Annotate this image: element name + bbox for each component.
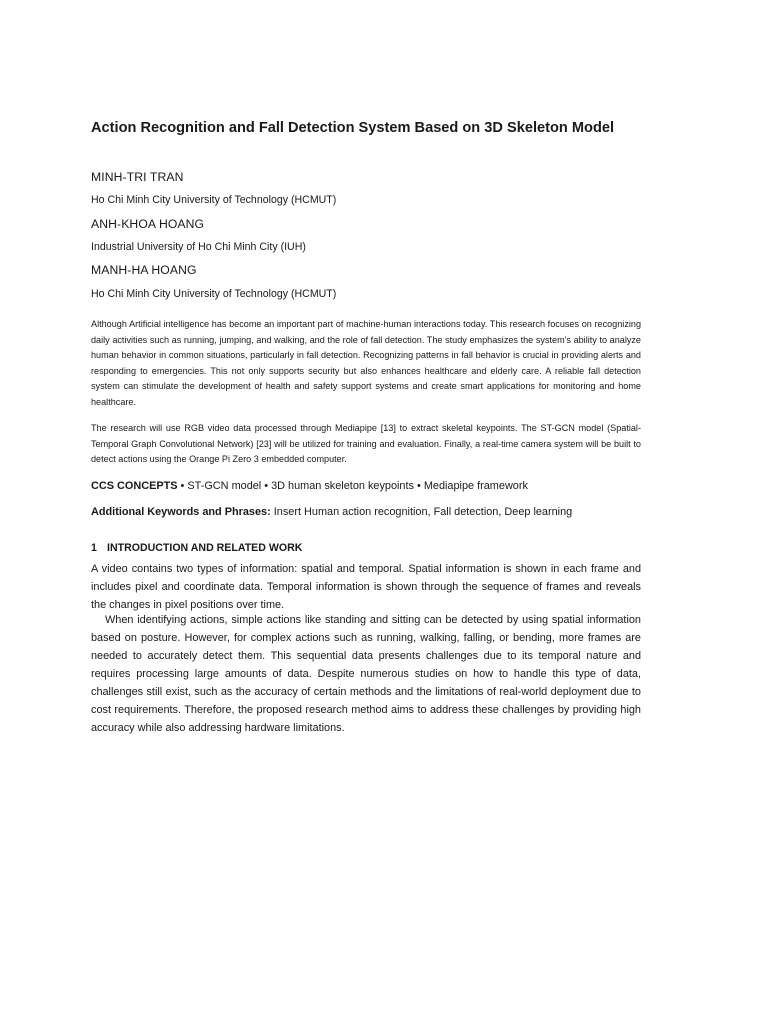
author-affiliation-1: Ho Chi Minh City University of Technology (HCMUT)	[91, 194, 337, 206]
author-affiliation-2: Industrial University of Ho Chi Minh City (IUH)	[91, 241, 306, 253]
author-name-3: MANH-HA HOANG	[91, 263, 197, 277]
abstract-paragraph-1: Although Artificial intelligence has become an important part of machine-human interactions today. This research focuses on recognizing daily activities such as running, jumping, and walking, and the role of fall detection. The study emphasizes the system's ability to analyze human behavior in common situations, particularly in fall detection. Recognizing patterns in fall behavior is crucial in providing alerts and responding to emergencies. This not only supports security but also enhances healthcare and elderly care. A reliable fall detection system can stimulate the development of health and safety support systems and create smart applications for monitoring and home healthcare.	[91, 319, 641, 407]
section-paragraph-2: When identifying actions, simple actions like standing and sitting can be detected by using spatial information based on posture. However, for complex actions such as running, walking, falling, or bending, more frames are needed to accurately detect them. This sequential data presents challenges due to its temporal nature and requires processing large amounts of data. Despite numerous studies on how to handle this type of data, challenges still exist, such as the accuracy of certain methods and the limitations of real-world deployment due to cost requirements. Therefore, the proposed research method aims to address these challenges by providing high accuracy while also addressing hardware limitations.	[91, 614, 641, 734]
author-affiliation-3: Ho Chi Minh City University of Technology (HCMUT)	[91, 288, 337, 300]
ccs-concepts	[91, 480, 651, 492]
section-paragraph-1: A video contains two types of information: spatial and temporal. Spatial information is shown in each frame and includes pixel and coordinate data. Temporal information is shown through the sequence of frames and reveals the changes in pixel positions over time.	[91, 563, 641, 611]
section-title: INTRODUCTION AND RELATED WORK	[107, 542, 303, 554]
author-name-2: ANH-KHOA HOANG	[91, 217, 205, 231]
keywords	[91, 506, 651, 518]
abstract-paragraph-2: The research will use RGB video data processed through Mediapipe [13] to extract skeletal keypoints. The ST-GCN model (Spatial-Temporal Graph Convolutional Network) [23] will be utilized for training and evaluation. Finally, a real-time camera system will be built to detect actions using the Orange Pi Zero 3 embedded computer.	[91, 423, 641, 464]
section-number: 1	[91, 542, 97, 554]
section-heading	[91, 542, 302, 554]
ccs-concepts-text: • ST-GCN model • 3D human skeleton keypoints • Mediapipe framework	[177, 480, 528, 492]
author-name-1: MINH-TRI TRAN	[91, 170, 184, 184]
keywords-text: Insert Human action recognition, Fall detection, Deep learning	[270, 506, 573, 518]
paper-title: Action Recognition and Fall Detection System Based on 3D Skeleton Model	[91, 120, 615, 136]
ccs-concepts-label: CCS CONCEPTS	[91, 480, 178, 492]
keywords-label: Additional Keywords and Phrases:	[91, 506, 271, 518]
